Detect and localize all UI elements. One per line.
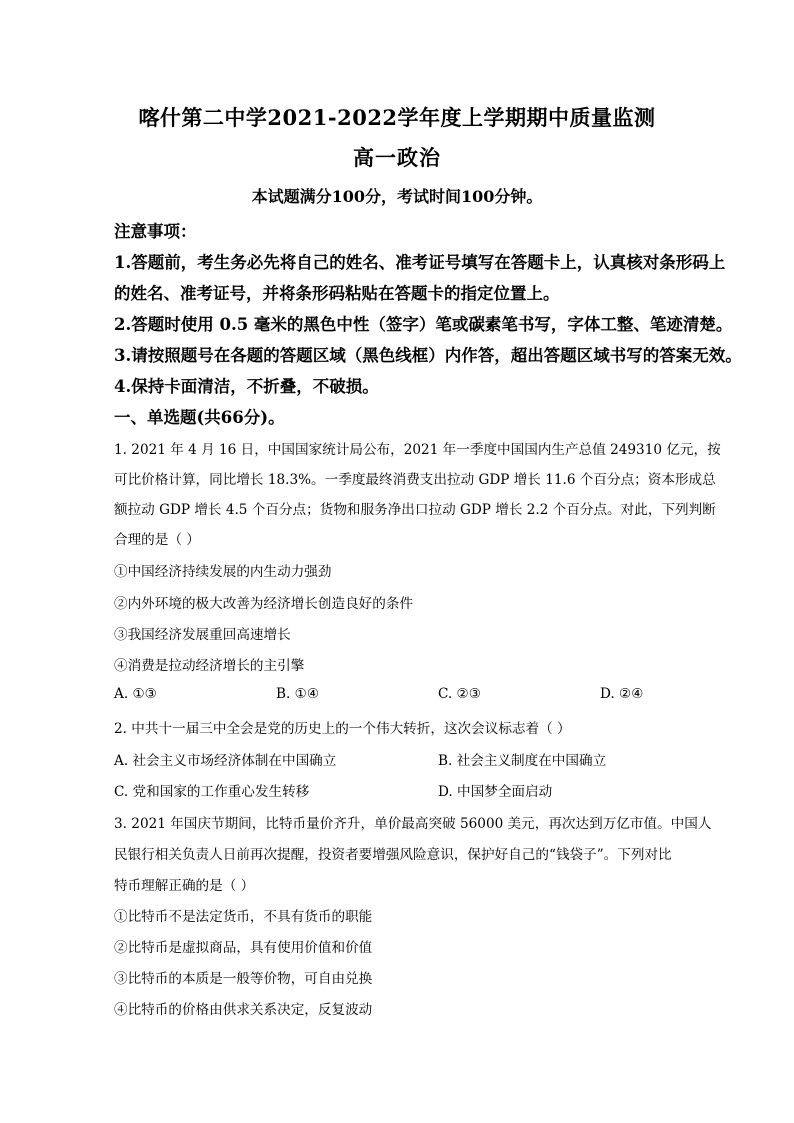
q1-statement-1: ①中国经济持续发展的内生动力强劲	[114, 564, 332, 580]
notice-item-2: 2.答题时使用 0.5 毫米的黑色中性（签字）笔或碳素笔书写，字体工整、笔迹清楚。	[114, 315, 733, 334]
q3-statement-1: ①比特币不是法定货币，不具有货币的职能	[114, 909, 373, 925]
q1-stem-line-1: 1. 2021 年 4 月 16 日，中国国家统计局公布，2021 年一季度中国国内生产总值 249310 亿元，按	[114, 442, 721, 458]
q3-statement-3: ③比特币的本质是一般等价物，可自由兑换	[114, 971, 373, 987]
q1-option-d: D. ②④	[600, 686, 644, 702]
section-heading: 一、单选题(共66分)。	[114, 408, 285, 427]
notice-heading: 注意事项：	[114, 222, 197, 241]
q3-statement-4: ④比特币的价格由供求关系决定，反复波动	[114, 1002, 373, 1018]
q2-option-c: C. 党和国家的工作重心发生转移	[114, 784, 310, 800]
q1-option-a: A. ①③	[114, 686, 157, 702]
q1-stem-line-2: 可比价格计算，同比增长 18.3%。一季度最终消费支出拉动 GDP 增长 11.6 个百分点；资本形成总	[114, 472, 716, 488]
q1-statement-3: ③我国经济发展重回高速增长	[114, 627, 291, 643]
q1-statement-4: ④消费是拉动经济增长的主引擎	[114, 658, 305, 674]
q3-stem-line-3: 特币理解正确的是（ ）	[114, 878, 255, 894]
exam-title: 喀什第二中学2021-2022学年度上学期期中质量监测	[138, 105, 656, 130]
subject-title: 高一政治	[353, 145, 441, 170]
q1-stem-line-3: 额拉动 GDP 增长 4.5 个百分点；货物和服务净出口拉动 GDP 增长 2.2 个百分点。对此，下列判断	[114, 502, 716, 518]
notice-item-1-cont: 的姓名、准考证号，并将条形码粘贴在答题卡的指定位置上。	[114, 284, 560, 303]
q3-stem-line-1: 3. 2021 年国庆节期间，比特币量价齐升，单价最高突破 56000 美元，再次达到万亿市值。中国人	[114, 816, 712, 832]
notice-item-4: 4.保持卡面清洁，不折叠，不破损。	[114, 377, 379, 396]
q1-stem-line-4: 合理的是（ ）	[114, 532, 200, 548]
q1-statement-2: ②内外环境的极大改善为经济增长创造良好的条件	[114, 596, 414, 612]
q2-stem: 2. 中共十一届三中全会是党的历史上的一个伟大转折，这次会议标志着（ ）	[114, 721, 571, 737]
q2-option-d: D. 中国梦全面启动	[438, 784, 553, 800]
notice-item-1: 1.答题前，考生务必先将自己的姓名、准考证号填写在答题卡上，认真核对条形码上	[114, 253, 726, 272]
q3-statement-2: ②比特币是虚拟商品，具有使用价值和价值	[114, 940, 373, 956]
q2-option-b: B. 社会主义制度在中国确立	[438, 753, 607, 769]
notice-item-3: 3.请按照题号在各题的答题区域（黑色线框）内作答，超出答题区域书写的答案无效。	[114, 346, 742, 365]
score-time-info: 本试题满分100分，考试时间100分钟。	[251, 187, 543, 206]
q3-stem-line-2: 民银行相关负责人日前再次提醒，投资者要增强风险意识，保护好自己的“钱袋子”。下列对比	[114, 847, 672, 863]
q1-option-c: C. ②③	[438, 686, 481, 702]
q1-option-b: B. ①④	[276, 686, 320, 702]
q2-option-a: A. 社会主义市场经济体制在中国确立	[114, 753, 337, 769]
